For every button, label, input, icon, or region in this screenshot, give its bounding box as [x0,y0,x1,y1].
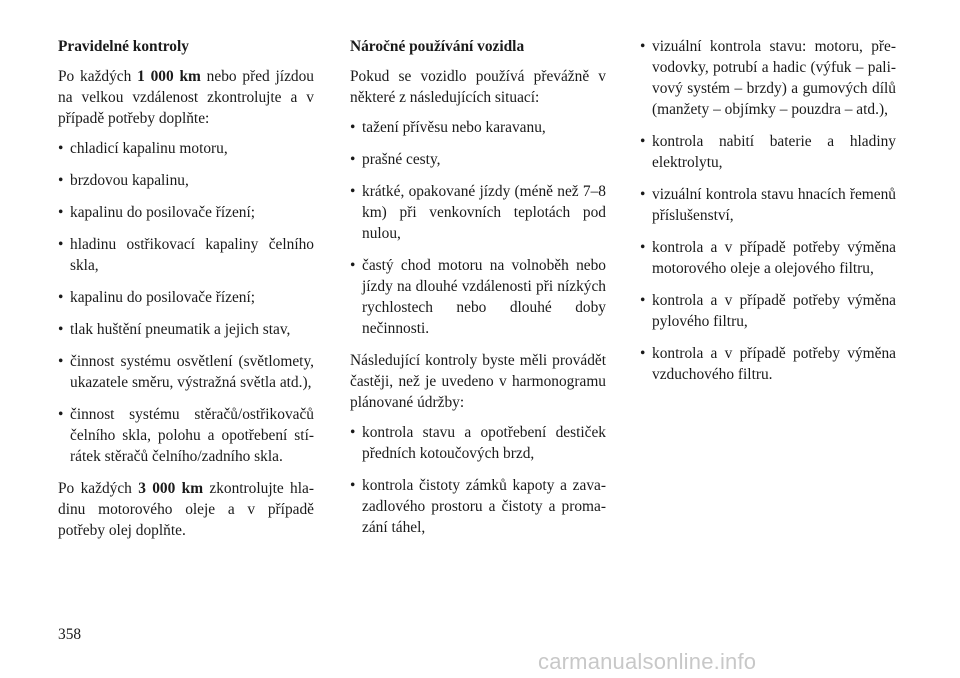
column-right [640,36,896,396]
paragraph-frequent-checks: Následující kontroly byste měli provádět častěji, než je uvedeno v harmonogramu plánované údržby: [350,352,606,411]
text: nebo před jízdou na velkou vzdálenost zkontrolujte a v případě potřeby doplňte: [58,68,314,127]
list-item: • krátké, opakované jízdy (méně než 7–8 km) při venkovních teplotách pod nulou, [350,183,606,242]
list-item: • kontrola a v případě potřeby výměna vzduchového filtru. [640,345,896,383]
paragraph-intro: Pokud se vozidlo používá převážně v některé z následujících situací: [350,68,606,106]
paragraph-3000km [58,478,314,541]
list-item: • tažení přívěsu nebo karavanu, [350,119,546,136]
section-heading-severe-use: Náročné používání vozidla [350,38,525,55]
page-number: 358 [58,626,82,643]
paragraph-1000km [58,66,314,129]
list-item: • vizuální kontrola stavu hnacích řemenů příslušenství, [640,186,896,224]
list-item: • častý chod motoru na volnoběh nebo jízdy na dlouhé vzdálenosti při nízkých rychlostech nebo dlouhé doby nečinnosti. [350,257,606,337]
list-item: • kontrola stavu a opotřebení destiček předních kotoučových brzd, [350,424,606,462]
list-item: • kontrola a v případě potřeby výměna pylového filtru, [640,292,896,330]
list-item: • chladicí kapalinu motoru, [58,140,228,157]
distance-bold: 3 000 km [138,480,204,497]
list-item: • hladinu ostřikovací kapaliny čelního skla, [58,236,314,274]
list-item: • kontrola a v případě potřeby výměna motorového oleje a olejového filtru, [640,239,896,277]
list-item: • kontrola nabití baterie a hladiny elektrolytu, [640,133,896,171]
list-item: • činnost systému stěračů/ostřikovačů čelního skla, polohu a opotřebení stírátek stěračů čelního/zadního skla. [58,406,314,465]
list-item: • kontrola čistoty zámků kapoty a zavazadlového prostoru a čistoty a promazání táhel, [350,477,606,536]
list-item: • tlak huštění pneumatik a jejich stav, [58,321,291,338]
list-item: • prašné cesty, [350,151,441,168]
check-list [58,138,314,467]
situation-list [350,117,606,339]
column-left [58,36,314,550]
column-middle [350,36,606,549]
list-item: • brzdovou kapalinu, [58,172,189,189]
distance-bold: 1 000 km [137,68,201,85]
text: Po každých [58,480,139,497]
watermark: carmanualsonline.info [538,649,757,674]
text: zkontrolujte hladinu motorového oleje a v případě potřeby olej doplňte. [58,480,315,539]
frequent-check-list-continued [640,36,896,385]
list-item: • kapalinu do posilovače řízení; [58,289,256,306]
list-item: • činnost systému osvětlení (světlomety, ukazatele směru, výstražná světla atd.), [58,353,314,391]
frequent-check-list [350,422,606,538]
list-item: • vizuální kontrola stavu: motoru, převodovky, potrubí a hadic (výfuk – palivový systém – brzdy) a gumových dílů (manžety – objímky – pouzdra – atd.), [640,38,896,118]
text: Po každých [58,68,138,85]
section-heading-regular-checks: Pravidelné kontroly [58,38,189,55]
list-item: • kapalinu do posilovače řízení; [58,204,256,221]
